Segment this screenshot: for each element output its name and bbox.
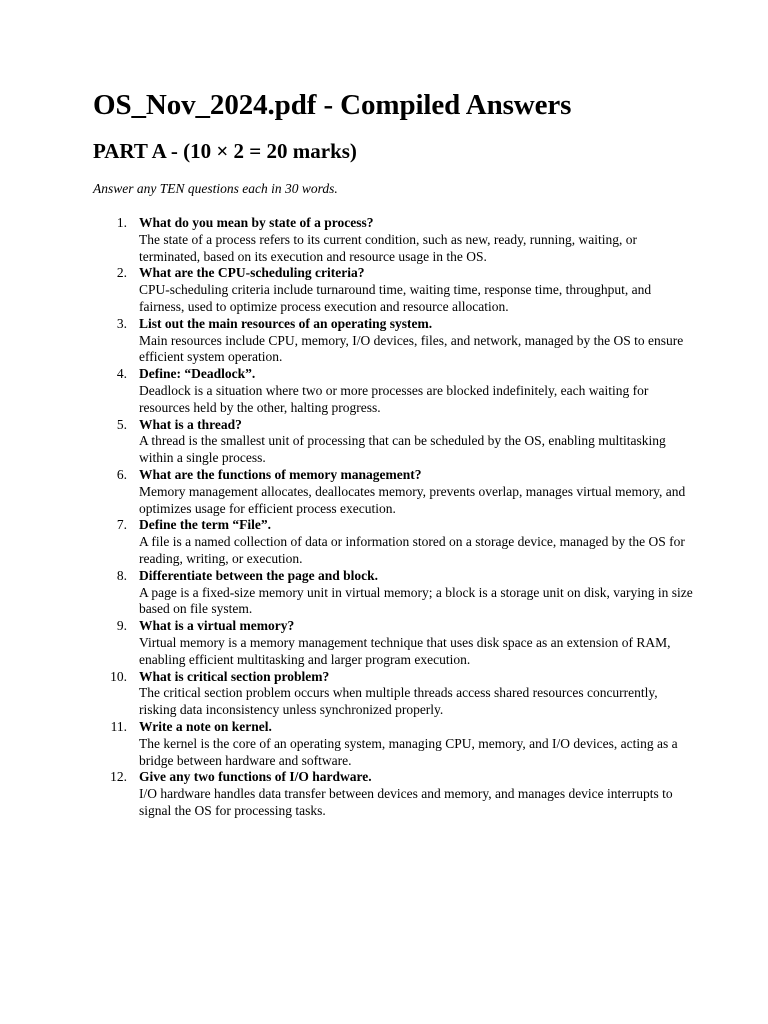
list-item <box>93 769 693 819</box>
question-number: 6. <box>116 466 127 482</box>
answer-text: A file is a named collection of data or information stored on a storage device, managed by the OS for reading, writing, or execution. <box>139 534 685 566</box>
answer-text: Memory management allocates, deallocates memory, prevents overlap, manages virtual memory, and optimizes usage for efficient process execution. <box>139 483 686 516</box>
list-item <box>93 517 693 567</box>
question-number: 7. <box>116 517 127 533</box>
list-item <box>93 265 693 315</box>
question-number: 1. <box>116 215 127 230</box>
list-item <box>93 669 693 719</box>
question-text: What is a thread? <box>139 416 242 432</box>
document-title: OS_Nov_2024.pdf - Compiled Answers <box>93 89 572 121</box>
question-text: Give any two functions of I/O hardware. <box>139 769 372 785</box>
list-item <box>93 215 693 265</box>
list-item <box>93 467 693 517</box>
answer-text: The critical section problem occurs when multiple threads access shared resources concurrently, risking data inconsistency unless synchronized properly. <box>139 685 658 718</box>
list-item <box>93 618 693 668</box>
question-text: What are the CPU-scheduling criteria? <box>139 265 365 281</box>
question-text: Write a note on kernel. <box>139 718 272 734</box>
question-number: 11. <box>110 718 127 734</box>
question-text: Differentiate between the page and block. <box>139 567 378 583</box>
question-text: Define the term “File”. <box>139 517 271 533</box>
list-item <box>93 568 693 618</box>
answer-text: A page is a fixed-size memory unit in virtual memory; a block is a storage unit on disk, varying in size based on file system. <box>139 584 693 617</box>
question-number: 4. <box>116 366 127 382</box>
answer-text: A thread is the smallest unit of processing that can be scheduled by the OS, enabling multitasking within a single process. <box>139 433 666 466</box>
answer-text: I/O hardware handles data transfer between devices and memory, and manages device interrupts to signal the OS for processing tasks. <box>139 786 673 818</box>
question-number: 9. <box>116 618 127 634</box>
question-number: 2. <box>116 265 127 281</box>
part-heading: PART A - (10 × 2 = 20 marks) <box>93 139 357 163</box>
question-number: 12. <box>110 769 127 785</box>
question-number: 8. <box>116 567 127 583</box>
question-number: 5. <box>116 416 127 432</box>
question-text: What do you mean by state of a process? <box>139 215 374 230</box>
list-item <box>93 316 693 366</box>
answer-text: Deadlock is a situation where two or more processes are blocked indefinitely, each waiting for resources held by the other, halting progress. <box>139 382 649 415</box>
answer-text: Virtual memory is a memory management technique that uses disk space as an extension of RAM, enabling efficient multitasking and larger program execution. <box>139 634 671 667</box>
question-number: 3. <box>116 315 127 331</box>
answer-text: The kernel is the core of an operating system, managing CPU, memory, and I/O devices, acting as a bridge between hardware and software. <box>139 735 678 768</box>
list-item <box>93 366 693 416</box>
instruction-text: Answer any TEN questions each in 30 words. <box>93 181 338 196</box>
question-text: What is a virtual memory? <box>139 618 295 634</box>
list-item <box>93 417 693 467</box>
document-page <box>93 86 693 820</box>
question-text: What are the functions of memory management? <box>139 466 422 482</box>
list-item <box>93 719 693 769</box>
answer-text: Main resources include CPU, memory, I/O devices, files, and network, managed by the OS to ensure efficient system operation. <box>139 332 684 365</box>
question-text: List out the main resources of an operating system. <box>139 315 433 331</box>
question-text: What is critical section problem? <box>139 668 330 684</box>
answer-text: The state of a process refers to its current condition, such as new, ready, running, waiting, or terminated, based on its execution and resource usage in the OS. <box>139 231 637 264</box>
question-answer-list <box>93 215 693 820</box>
answer-text: CPU-scheduling criteria include turnaround time, waiting time, response time, throughput, and fairness, used to optimize process execution and resource allocation. <box>139 282 652 314</box>
question-text: Define: “Deadlock”. <box>139 366 256 382</box>
question-number: 10. <box>110 668 127 684</box>
